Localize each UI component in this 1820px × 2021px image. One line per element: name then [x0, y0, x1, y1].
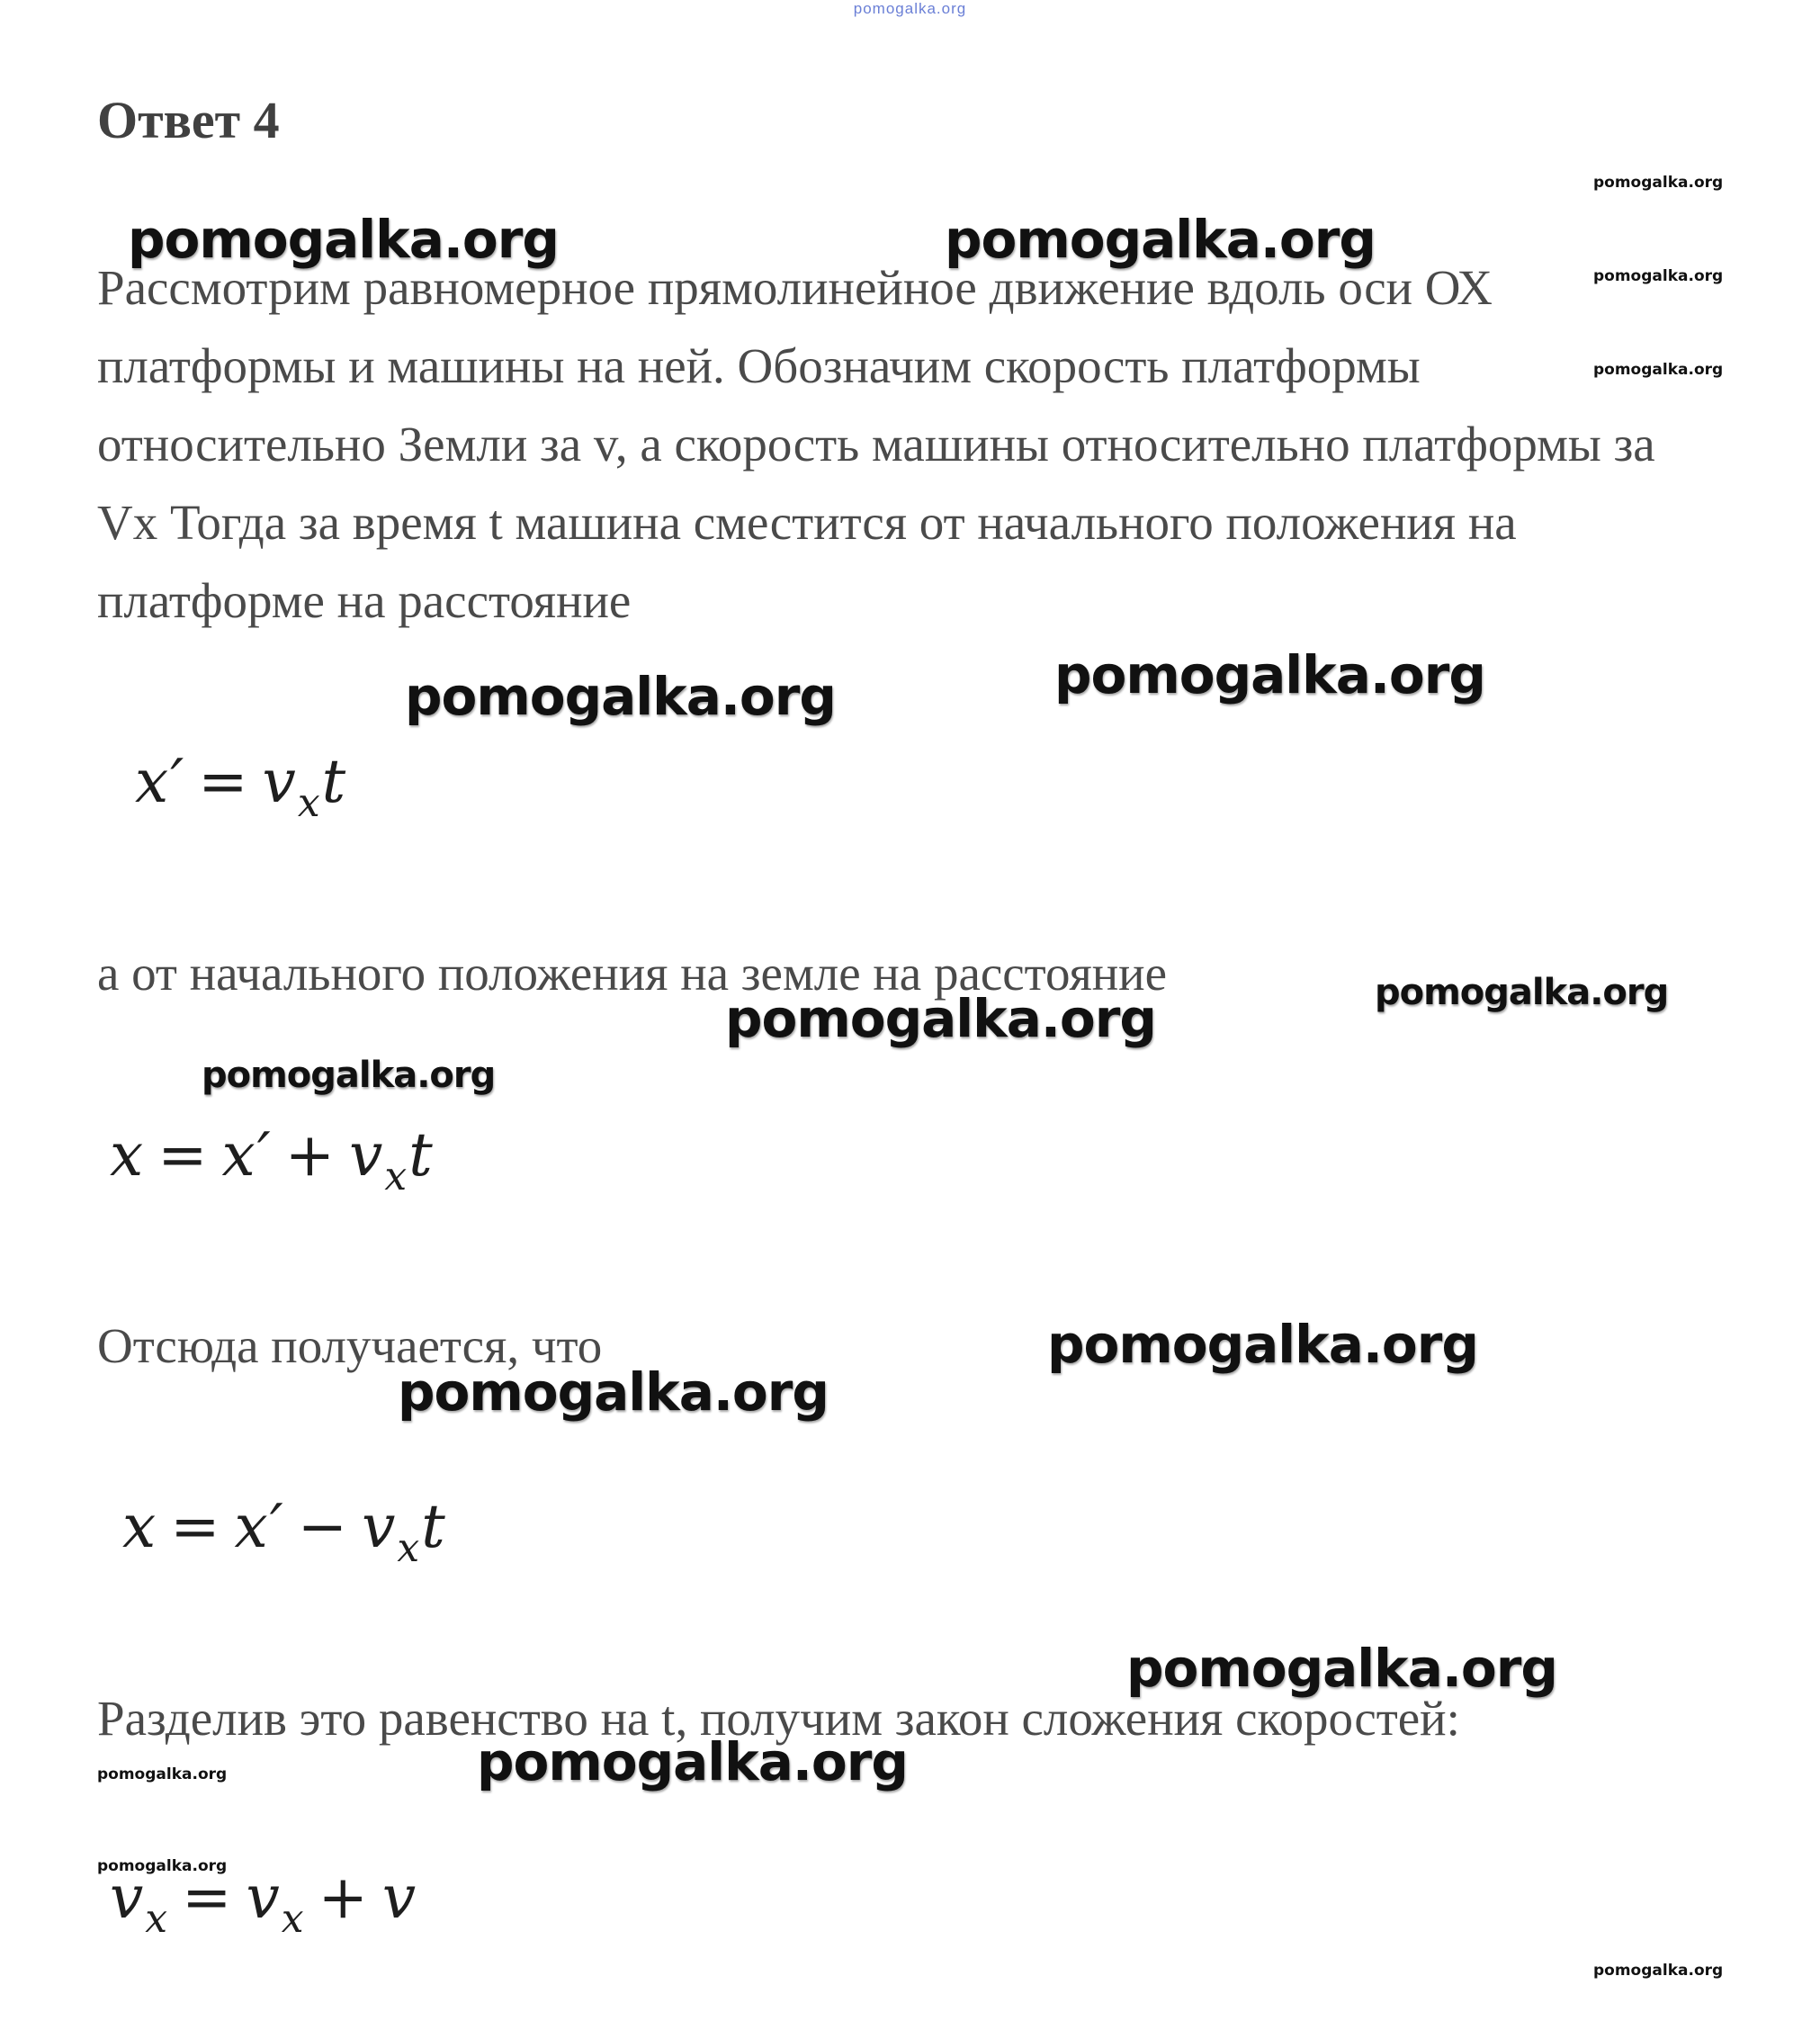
- formula-1-v: v: [262, 747, 298, 816]
- watermark: pomogalka.org: [97, 1857, 228, 1875]
- watermark: pomogalka.org: [477, 1731, 908, 1792]
- formula-1-equals: =: [198, 747, 250, 816]
- answer-heading: Ответ 4: [97, 91, 280, 149]
- watermark: pomogalka.org: [1375, 972, 1669, 1013]
- formula-1: [135, 747, 348, 826]
- paragraph-1-line-2: платформы и машины на ней. Обозначим скорость платформы: [97, 338, 1421, 393]
- watermark: pomogalka.org: [398, 1361, 829, 1423]
- formula-4-v2: v: [246, 1863, 282, 1932]
- watermark: pomogalka.org: [202, 1055, 496, 1096]
- formula-2-subscript: x: [384, 1154, 409, 1199]
- formula-2-equals: =: [157, 1120, 210, 1190]
- formula-3-equals: =: [170, 1492, 222, 1561]
- paragraph-1-line-5: платформе на расстояние: [97, 573, 632, 628]
- paragraph-4: Разделив это равенство на t, получим закон сложения скоростей:: [97, 1691, 1460, 1746]
- watermark: pomogalka.org: [1054, 644, 1485, 705]
- formula-3: [122, 1492, 447, 1571]
- watermark: pomogalka.org: [945, 209, 1376, 270]
- watermark: pomogalka.org: [1126, 1638, 1557, 1699]
- formula-1-t: t: [321, 747, 348, 816]
- watermark: pomogalka.org: [725, 988, 1156, 1049]
- watermark: pomogalka.org: [128, 209, 559, 270]
- formula-2-x-prime: x′: [221, 1120, 273, 1190]
- formula-4-equals: =: [182, 1863, 234, 1932]
- formula-3-x-prime: x′: [234, 1492, 285, 1561]
- formula-3-t: t: [421, 1492, 447, 1561]
- formula-4-subscript-1: x: [145, 1896, 170, 1942]
- watermark: pomogalka.org: [1593, 174, 1724, 192]
- watermark: pomogalka.org: [1593, 1962, 1724, 1980]
- formula-2-lhs: x: [110, 1120, 146, 1190]
- formula-1-subscript: x: [297, 780, 322, 826]
- formula-1-lhs: x′: [135, 747, 186, 816]
- formula-4-v1: v: [110, 1863, 146, 1932]
- watermark: pomogalka.org: [405, 666, 836, 727]
- watermark: pomogalka.org: [1593, 361, 1724, 379]
- paragraph-1-line-3: относительно Земли за v, а скорость машины относительно платформы за: [97, 417, 1655, 472]
- formula-4-subscript-2: x: [281, 1896, 306, 1942]
- paragraph-3: Отсюда получается, что: [97, 1318, 603, 1373]
- formula-4-plus: +: [318, 1863, 370, 1932]
- formula-2: [110, 1120, 435, 1199]
- formula-2-t: t: [408, 1120, 435, 1190]
- formula-4-v3: v: [381, 1863, 418, 1932]
- formula-3-subscript: x: [397, 1525, 422, 1571]
- watermark: pomogalka.org: [1593, 267, 1724, 285]
- paragraph-1-line-4: Vx Тогда за время t машина сместится от начального положения на: [97, 495, 1517, 550]
- watermark: pomogalka.org: [97, 1765, 228, 1783]
- watermark: pomogalka.org: [1047, 1314, 1478, 1375]
- formula-2-v: v: [349, 1120, 385, 1190]
- paragraph-2: а от начального положения на земле на расстояние: [97, 946, 1168, 1001]
- paragraph-1-line-1: Рассмотрим равномерное прямолинейное движение вдоль оси ОХ: [97, 260, 1493, 315]
- formula-3-v: v: [362, 1492, 398, 1561]
- formula-3-minus: −: [297, 1492, 350, 1561]
- top-watermark: pomogalka.org: [853, 0, 967, 17]
- formula-2-plus: +: [284, 1120, 337, 1190]
- formula-3-lhs: x: [122, 1492, 158, 1561]
